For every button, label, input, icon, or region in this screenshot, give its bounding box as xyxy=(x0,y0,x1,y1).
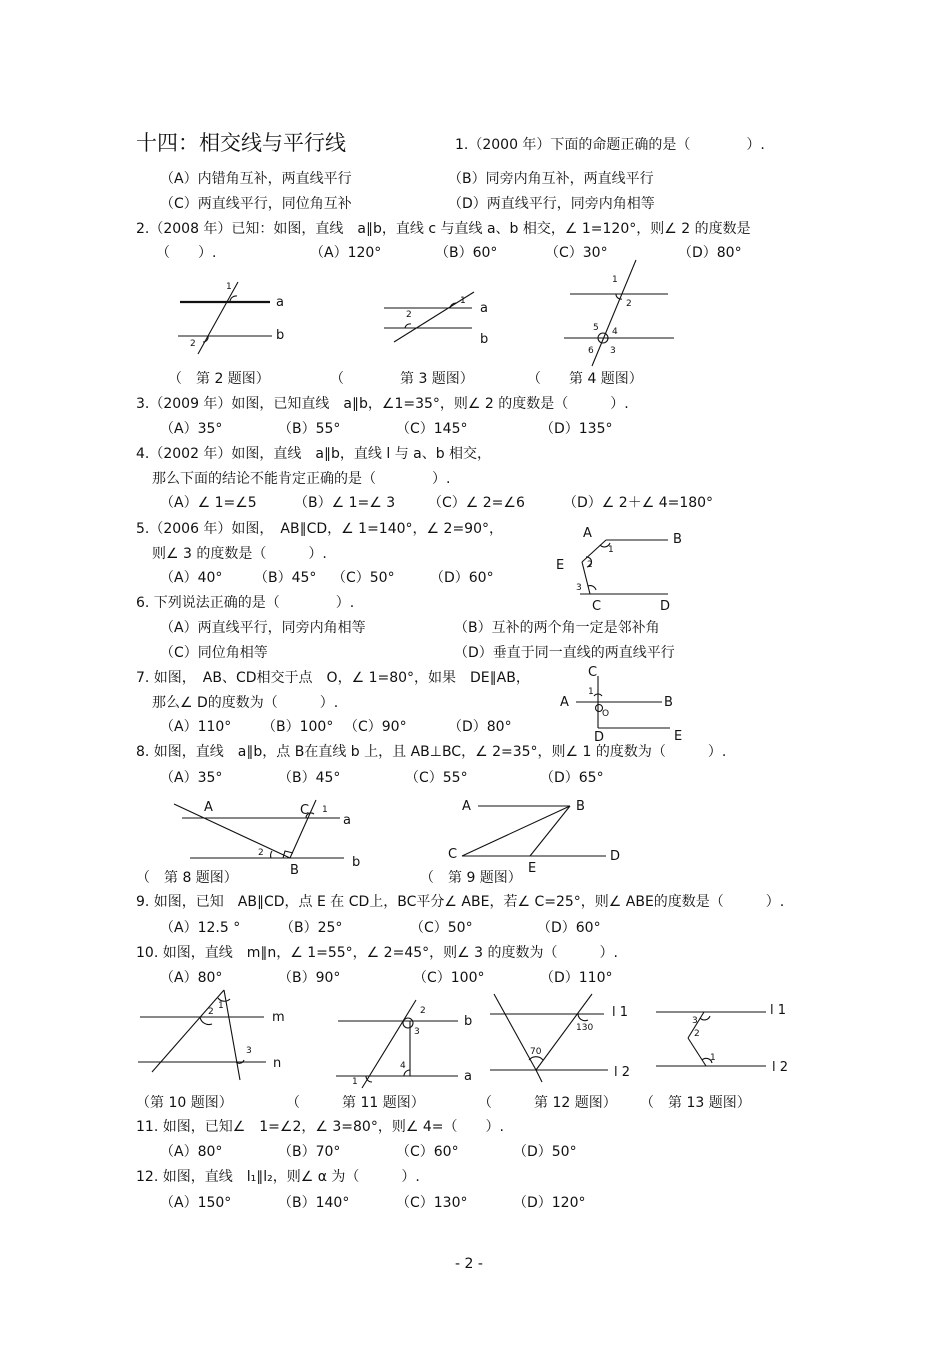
q12-option-a: （A）150° xyxy=(160,1195,232,1211)
q1-option-b: （B）同旁内角互补，两直线平行 xyxy=(448,171,654,187)
fig4-label-6: 6 xyxy=(588,346,594,356)
q3-option-c: （C）145° xyxy=(396,421,468,437)
q1-option-d: （D）两直线平行，同旁内角相等 xyxy=(448,196,655,212)
fig2-label-1: 1 xyxy=(226,282,232,292)
q7-option-a: （A）110° xyxy=(160,719,232,735)
fig2-label-a: a xyxy=(276,295,284,310)
q2-option-c: （C）30° xyxy=(545,245,608,261)
fig8-label-a: a xyxy=(343,813,351,828)
q6-option-d: （D）垂直于同一直线的两直线平行 xyxy=(454,645,675,661)
q12-stem: 12. 如图，直线 l₁∥l₂，则∠ α 为（ ）. xyxy=(136,1169,420,1185)
fig7-label-B: B xyxy=(664,695,673,710)
fig9-label-B: B xyxy=(576,799,585,814)
q6-option-c: （C）同位角相等 xyxy=(160,645,268,661)
fig5-label-C: C xyxy=(592,599,602,614)
fig9-label-D: D xyxy=(610,849,621,864)
page-title: 十四：相交线与平行线 xyxy=(136,131,346,155)
caption-fig12: （ 第 12 题图） xyxy=(478,1095,617,1111)
fig12-label-l1: l 1 xyxy=(612,1005,629,1020)
q8-option-a: （A）35° xyxy=(160,770,223,786)
fig12-label-l2: l 2 xyxy=(614,1065,631,1080)
fig12-label-70: 70 xyxy=(530,1047,542,1057)
q8-option-b: （B）45° xyxy=(278,770,341,786)
fig2-label-b: b xyxy=(276,328,285,343)
fig13-label-l2: l 2 xyxy=(772,1060,789,1075)
q10-option-a: （A）80° xyxy=(160,970,223,986)
figure-q2 xyxy=(170,276,300,356)
fig5-label-A: A xyxy=(583,526,592,541)
fig7-label-A: A xyxy=(560,695,569,710)
q10-option-b: （B）90° xyxy=(278,970,341,986)
fig5-label-E: E xyxy=(556,558,565,573)
fig5-label-2: 2 xyxy=(587,560,593,570)
fig10-label-m: m xyxy=(272,1010,285,1025)
fig8-label-A: A xyxy=(204,800,213,815)
caption-fig10: （第 10 题图） xyxy=(136,1095,233,1111)
fig5-label-3: 3 xyxy=(576,583,582,593)
fig7-label-D: D xyxy=(594,730,605,745)
figure-q3 xyxy=(380,286,510,352)
fig5-label-D: D xyxy=(660,599,671,614)
fig3-label-b: b xyxy=(480,332,489,347)
q12-option-c: （C）130° xyxy=(396,1195,468,1211)
q2-option-b: （B）60° xyxy=(435,245,498,261)
fig10-label-n: n xyxy=(273,1056,282,1071)
q3-option-a: （A）35° xyxy=(160,421,223,437)
q7-option-d: （D）80° xyxy=(448,719,512,735)
fig13-label-1: 1 xyxy=(710,1053,716,1063)
q1-stem: 1.（2000 年）下面的命题正确的是（ ）. xyxy=(455,137,765,153)
caption-fig2: （ 第 2 题图） xyxy=(168,371,270,387)
fig7-label-E: E xyxy=(674,729,683,744)
fig10-label-2: 2 xyxy=(208,1007,214,1017)
q9-stem: 9. 如图，已知 AB∥CD，点 E 在 CD上，BC平分∠ ABE，若∠ C=25°，则∠ ABE的度数是（ ）. xyxy=(136,894,785,910)
fig8-label-2: 2 xyxy=(258,848,264,858)
fig8-label-b: b xyxy=(352,855,361,870)
fig7-label-C: C xyxy=(588,665,598,680)
figure-q4 xyxy=(564,258,679,368)
fig3-label-2: 2 xyxy=(406,310,412,320)
fig9-label-E: E xyxy=(528,861,537,876)
figure-q12 xyxy=(484,990,644,1094)
fig11-label-3: 3 xyxy=(414,1027,420,1037)
fig12-label-130: 130 xyxy=(576,1023,594,1033)
q5-option-d: （D）60° xyxy=(430,570,494,586)
q5-option-c: （C）50° xyxy=(332,570,395,586)
q7-stem: 7. 如图， AB、CD相交于点 O，∠ 1=80°，如果 DE∥AB， xyxy=(136,670,530,686)
fig11-label-4: 4 xyxy=(400,1061,406,1071)
figure-q5 xyxy=(552,522,692,614)
q11-option-c: （C）60° xyxy=(396,1144,459,1160)
figure-q13 xyxy=(652,998,802,1078)
q11-option-b: （B）70° xyxy=(278,1144,341,1160)
fig9-label-A: A xyxy=(462,799,471,814)
figure-q8 xyxy=(168,796,368,878)
q11-option-d: （D）50° xyxy=(513,1144,577,1160)
fig4-label-1: 1 xyxy=(612,275,618,285)
caption-fig3: （ 第 3 题图） xyxy=(330,371,474,387)
q5-stem: 5.（2006 年）如图， AB∥CD，∠ 1=140°，∠ 2=90°， xyxy=(136,521,503,537)
q2-paren: （ ）. xyxy=(156,245,217,261)
page-number: - 2 - xyxy=(455,1256,483,1272)
figure-q10 xyxy=(136,986,296,1086)
q4-option-c: （C）∠ 2=∠6 xyxy=(428,495,525,511)
q8-option-c: （C）55° xyxy=(405,770,468,786)
q4-option-b: （B）∠ 1=∠ 3 xyxy=(294,495,396,511)
fig5-label-1: 1 xyxy=(608,545,614,555)
fig9-label-C: C xyxy=(448,847,458,862)
q7-option-c: （C）90° xyxy=(344,719,407,735)
q7-option-b: （B）100° xyxy=(262,719,334,735)
figure-q9 xyxy=(444,794,634,876)
fig4-label-4: 4 xyxy=(612,327,618,337)
fig10-label-1: 1 xyxy=(218,1001,224,1011)
q6-option-a: （A）两直线平行，同旁内角相等 xyxy=(160,620,366,636)
caption-fig4: （ 第 4 题图） xyxy=(527,371,643,387)
q2-stem: 2.（2008 年）已知：如图，直线 a∥b，直线 c 与直线 a、b 相交，∠ 1=120°，则∠ 2 的度数是 xyxy=(136,221,751,237)
fig4-label-2: 2 xyxy=(626,299,632,309)
fig13-label-2: 2 xyxy=(694,1029,700,1039)
q3-stem: 3.（2009 年）如图，已知直线 a∥b，∠1=35°，则∠ 2 的度数是（ ）. xyxy=(136,396,629,412)
fig3-label-a: a xyxy=(480,301,488,316)
q6-option-b: （B）互补的两个角一定是邻补角 xyxy=(454,620,660,636)
q11-option-a: （A）80° xyxy=(160,1144,223,1160)
caption-fig11: （ 第 11 题图） xyxy=(286,1095,425,1111)
fig7-label-O: O xyxy=(602,709,610,719)
fig11-label-a: a xyxy=(464,1069,472,1084)
q8-option-d: （D）65° xyxy=(540,770,604,786)
q3-option-d: （D）135° xyxy=(540,421,613,437)
fig8-label-1: 1 xyxy=(322,805,328,815)
q4-option-a: （A）∠ 1=∠5 xyxy=(160,495,257,511)
caption-fig9: （ 第 9 题图） xyxy=(420,870,522,886)
q9-option-d: （D）60° xyxy=(537,920,601,936)
q12-option-b: （B）140° xyxy=(278,1195,350,1211)
q2-option-a: （A）120° xyxy=(310,245,382,261)
figure-q7 xyxy=(556,662,696,744)
q10-option-c: （C）100° xyxy=(413,970,485,986)
q10-option-d: （D）110° xyxy=(540,970,613,986)
q9-option-c: （C）50° xyxy=(410,920,473,936)
fig7-label-1: 1 xyxy=(588,687,594,697)
fig11-label-b: b xyxy=(464,1014,473,1029)
q5-option-a: （A）40° xyxy=(160,570,223,586)
q1-option-a: （A）内错角互补，两直线平行 xyxy=(160,171,352,187)
fig13-label-3: 3 xyxy=(692,1016,698,1026)
fig8-label-B: B xyxy=(290,863,299,878)
fig8-label-C: C xyxy=(300,803,310,818)
q8-stem: 8. 如图，直线 a∥b，点 B在直线 b 上，且 AB⊥BC，∠ 2=35°，则∠ 1 的度数为（ ）. xyxy=(136,744,727,760)
q9-option-b: （B）25° xyxy=(280,920,343,936)
fig13-label-l1: l 1 xyxy=(770,1003,787,1018)
fig11-label-2: 2 xyxy=(420,1006,426,1016)
q10-stem: 10. 如图，直线 m∥n，∠ 1=55°，∠ 2=45°，则∠ 3 的度数为（ ）. xyxy=(136,945,618,961)
caption-fig8: （ 第 8 题图） xyxy=(136,870,238,886)
q5-option-b: （B）45° xyxy=(254,570,317,586)
fig3-label-1: 1 xyxy=(460,296,466,306)
q9-option-a: （A）12.5 ° xyxy=(160,920,241,936)
fig4-label-5: 5 xyxy=(593,323,599,333)
q11-stem: 11. 如图，已知∠ 1=∠2，∠ 3=80°，则∠ 4=（ ）. xyxy=(136,1119,504,1135)
q4-stem: 4.（2002 年）如图，直线 a∥b，直线 l 与 a、b 相交， xyxy=(136,446,492,462)
q2-option-d: （D）80° xyxy=(678,245,742,261)
q3-option-b: （B）55° xyxy=(278,421,341,437)
fig11-label-1: 1 xyxy=(352,1077,358,1087)
fig2-label-2: 2 xyxy=(190,339,196,349)
q12-option-d: （D）120° xyxy=(513,1195,586,1211)
q6-stem: 6. 下列说法正确的是（ ）. xyxy=(136,595,355,611)
fig5-label-B: B xyxy=(673,532,682,547)
q1-option-c: （C）两直线平行，同位角互补 xyxy=(160,196,352,212)
q4-stem2: 那么下面的结论不能肯定正确的是（ ）. xyxy=(152,471,451,487)
caption-fig13: （ 第 13 题图） xyxy=(640,1095,751,1111)
fig10-label-3: 3 xyxy=(246,1046,252,1056)
q4-option-d: （D）∠ 2＋∠ 4=180° xyxy=(563,495,714,511)
fig4-label-3: 3 xyxy=(610,346,616,356)
q5-stem2: 则∠ 3 的度数是（ ）. xyxy=(152,546,327,562)
figure-q11 xyxy=(334,996,484,1092)
q7-stem2: 那么∠ D的度数为（ ）. xyxy=(152,695,339,711)
